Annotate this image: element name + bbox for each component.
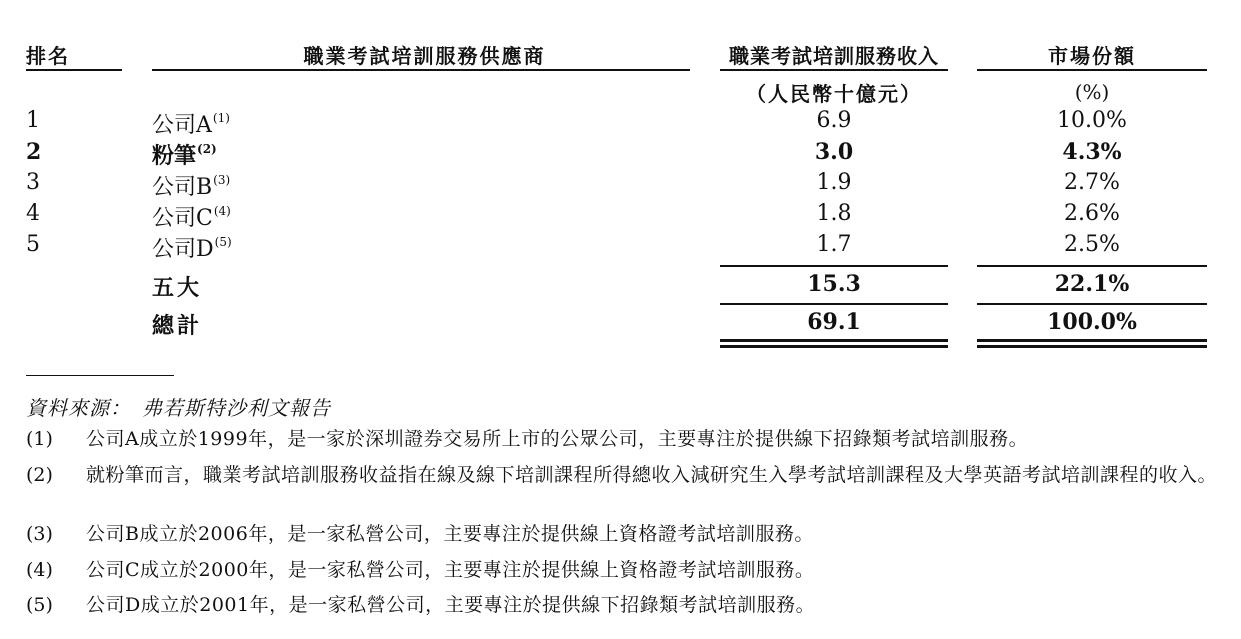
provider-cell <box>152 170 234 201</box>
rank-cell: 1 <box>26 108 40 133</box>
share-cell: 2.7% <box>1064 170 1120 195</box>
total-rule-revenue <box>720 303 948 305</box>
rank-cell: 2 <box>26 139 42 165</box>
revenue-cell: 3.0 <box>814 139 854 165</box>
provider-cell <box>152 201 235 232</box>
subtotal-rule-share <box>977 265 1207 267</box>
double-rule-revenue-bottom <box>720 345 948 348</box>
table-row <box>0 201 1241 231</box>
double-rule-revenue-top <box>720 339 948 342</box>
revenue-cell: 6.9 <box>816 108 852 133</box>
footnote-item <box>26 427 1226 451</box>
rank-cell: 5 <box>26 232 40 257</box>
footnote-marker: (2) <box>197 142 217 156</box>
provider-name: 公司C <box>152 206 213 231</box>
source-line: 資料來源： 弗若斯特沙利文報告 <box>26 396 331 420</box>
footnote-marker: (5) <box>214 235 232 249</box>
footnote-item <box>26 522 1226 546</box>
share-unit: (%) <box>1074 80 1110 104</box>
total-label: 總計 <box>152 309 206 340</box>
provider-name: 公司B <box>152 175 213 200</box>
provider-name: 粉筆 <box>152 143 197 169</box>
total-share: 100.0% <box>1047 309 1137 335</box>
footnote-number: (1) <box>26 428 53 450</box>
footnote-item <box>26 593 1226 617</box>
footnote-text: 就粉筆而言，職業考試培訓服務收益指在線及線下培訓課程所得總收入減研究生入學考試培訓課程及大學英語考試培訓課程的收入。 <box>86 464 1218 486</box>
header-rule-rank <box>26 69 122 71</box>
footnote-number: (3) <box>26 523 53 545</box>
header-provider: 職業考試培訓服務供應商 <box>303 44 546 68</box>
header-share: 市場份額 <box>1048 44 1136 68</box>
total-revenue: 69.1 <box>807 309 861 335</box>
share-cell: 2.6% <box>1064 201 1120 226</box>
top5-revenue: 15.3 <box>807 271 861 297</box>
table-row <box>0 232 1241 262</box>
double-rule-share-top <box>977 339 1207 342</box>
total-row <box>0 309 1241 339</box>
header-rule-revenue <box>720 69 948 71</box>
subtotal-rule-revenue <box>720 265 948 267</box>
table-row <box>0 139 1241 169</box>
revenue-cell: 1.7 <box>816 232 852 257</box>
footnote-marker: (1) <box>212 111 230 125</box>
provider-name: 公司D <box>152 237 214 262</box>
footnote-number: (4) <box>26 559 53 581</box>
footnote-text: 公司C成立於2000年，是一家私營公司，主要專注於提供線上資格證考試培訓服務。 <box>86 559 815 581</box>
footnote-number: (5) <box>26 594 53 616</box>
share-cell: 4.3% <box>1062 139 1122 165</box>
rank-cell: 3 <box>26 170 40 195</box>
provider-cell <box>152 139 221 170</box>
provider-cell <box>152 232 236 263</box>
footnote-item <box>26 463 1226 511</box>
provider-name: 公司A <box>152 113 212 138</box>
footnote-number: (2) <box>26 464 53 486</box>
top5-share: 22.1% <box>1054 271 1130 297</box>
total-rule-share <box>977 303 1207 305</box>
footnote-separator <box>26 375 174 376</box>
footnote-item <box>26 558 1226 582</box>
share-cell: 2.5% <box>1064 232 1120 257</box>
provider-cell <box>152 108 234 139</box>
header-rule-share <box>977 69 1207 71</box>
footnote-text: 公司B成立於2006年，是一家私營公司，主要專注於提供線上資格證考試培訓服務。 <box>86 523 814 545</box>
share-cell: 10.0% <box>1057 108 1127 133</box>
header-rank: 排名 <box>26 44 70 68</box>
footnote-marker: (4) <box>213 204 231 218</box>
revenue-cell: 1.8 <box>816 201 852 226</box>
table-row <box>0 108 1241 138</box>
double-rule-share-bottom <box>977 345 1207 348</box>
rank-cell: 4 <box>26 201 40 226</box>
footnote-text: 公司A成立於1999年，是一家於深圳證券交易所上市的公眾公司，主要專注於提供線下招錄類考試培訓服務。 <box>86 428 1029 450</box>
revenue-unit: （人民幣十億元） <box>746 82 922 106</box>
table-row <box>0 170 1241 200</box>
top5-label: 五大 <box>152 271 206 302</box>
footnote-text: 公司D成立於2001年，是一家私營公司，主要專注於提供線下招錄類考試培訓服務。 <box>86 594 816 616</box>
footnote-marker: (3) <box>213 173 231 187</box>
top5-row <box>0 271 1241 301</box>
header-revenue: 職業考試培訓服務收入 <box>729 44 939 68</box>
revenue-cell: 1.9 <box>816 170 852 195</box>
header-rule-provider <box>152 69 690 71</box>
